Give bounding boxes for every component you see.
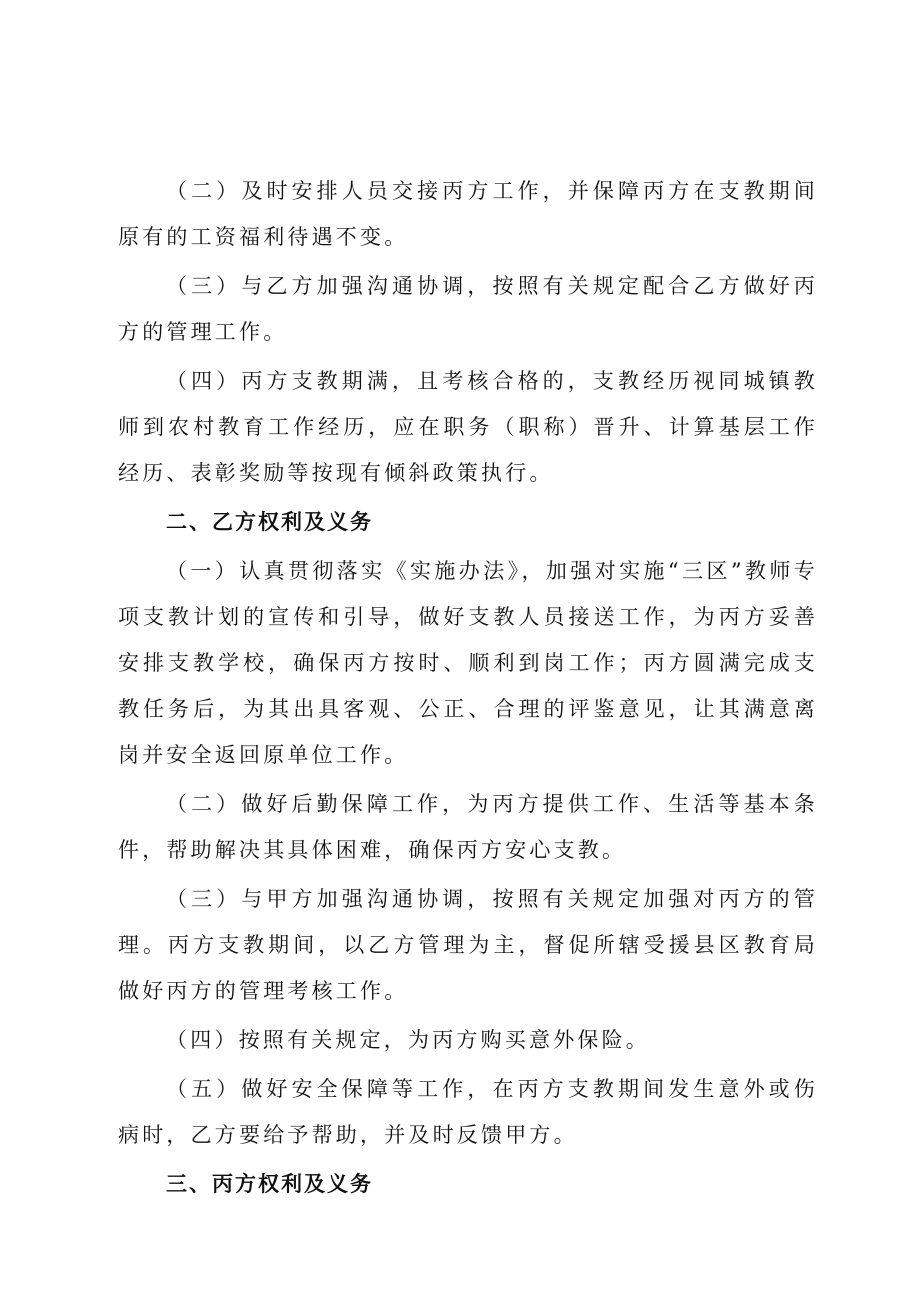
paragraph-party-b-item-5: （五）做好安全保障等工作，在丙方支教期间发生意外或伤病时，乙方要给予帮助，并及时反馈甲方。 (118, 1077, 818, 1147)
paragraph-party-a-item-3: （三）与乙方加强沟通协调，按照有关规定配合乙方做好丙方的管理工作。 (118, 274, 818, 344)
section-heading-party-b: 二、乙方权利及义务 (166, 510, 373, 534)
document-body (118, 168, 818, 1210)
paragraph-party-b-item-3: （三）与甲方加强沟通协调，按照有关规定加强对丙方的管理。丙方支教期间，以乙方管理为主，督促所辖受援县区教育局做好丙方的管理考核工作。 (118, 887, 818, 1003)
paragraph-party-b-item-2: （二）做好后勤保障工作，为丙方提供工作、生活等基本条件，帮助解决其具体困难，确保丙方安心支教。 (118, 792, 818, 862)
paragraph-party-b-item-1: （一）认真贯彻落实《实施办法》，加强对实施“三区”教师专项支教计划的宣传和引导，做好支教人员接送工作，为丙方妥善安排支教学校，确保丙方按时、顺利到岗工作；丙方圆满完成支教任务后，为其出具客观、公正、合理的评鉴意见，让其满意离岗并安全返回原单位工作。 (118, 559, 818, 767)
paragraph-party-b-item-4: （四）按照有关规定，为丙方购买意外保险。 (166, 1028, 650, 1052)
section-heading-party-c: 三、丙方权利及义务 (166, 1172, 373, 1196)
paragraph-party-a-item-2: （二）及时安排人员交接丙方工作，并保障丙方在支教期间原有的工资福利待遇不变。 (118, 179, 818, 249)
paragraph-party-a-item-4: （四）丙方支教期满，且考核合格的，支教经历视同城镇教师到农村教育工作经历，应在职务（职称）晋升、计算基层工作经历、表彰奖励等按现有倾斜政策执行。 (118, 369, 818, 485)
